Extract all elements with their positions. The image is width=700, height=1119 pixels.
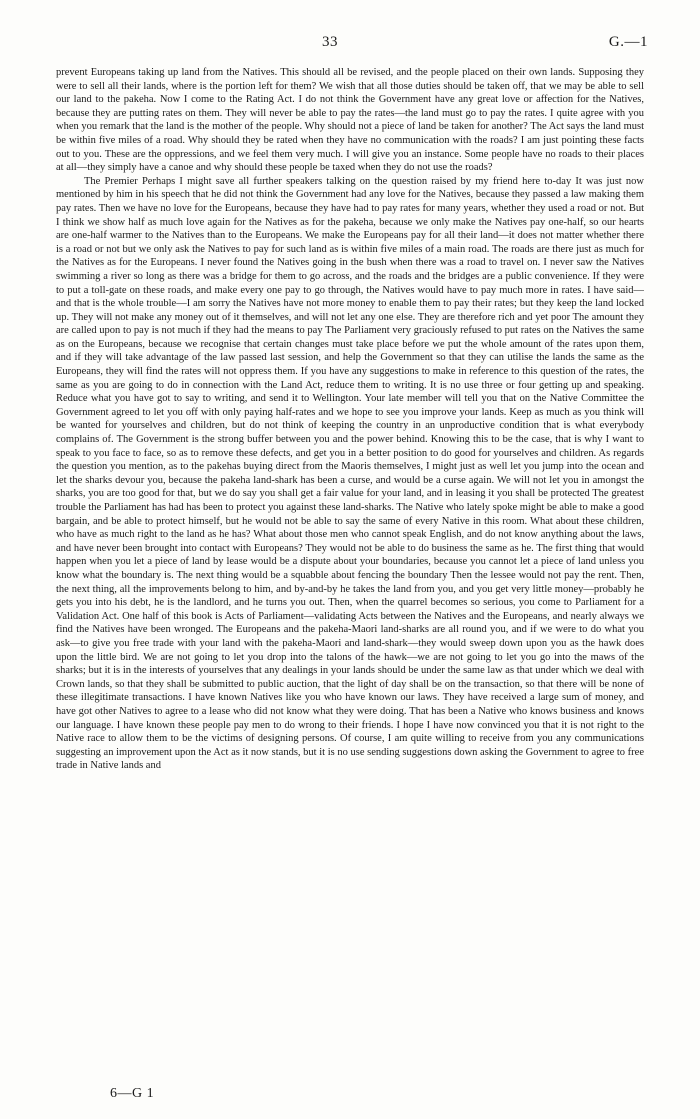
page-header — [0, 34, 700, 54]
document-code: G.—1 — [608, 34, 648, 50]
signature-mark: 6—G 1 — [110, 1086, 155, 1101]
page-number: 33 — [322, 34, 338, 50]
paragraph-continued: prevent Europeans taking up land from the Natives. This should all be revised, and the people placed on their own lands. Supposing they were to sell all their lands, where is the portion left for them? We wish that all those duties should be taken off, that we may be able to sell our land to the pakeha. Now I come to the Rating Act. I do not think the Government have any great love or affection for the Natives, because they are putting rates on them. They will never be able to pay the rates—the land must go to pay the rates. I quite agree with you when you remark that the land is the mother of the people. Why should not a piece of land be taken for another? The Act says the land must be within five miles of a road. Why should they be rated when they have no communication with the roads? I am just pointing these facts out to you. These are the oppressions, and we feel them very much. I will give you an instance. Some people have no roads to their places at all—they simply have a canoe and why should these people be taxed when they do not use the roads? — [56, 67, 644, 174]
body-text — [56, 66, 644, 1082]
paragraph-premier-reply: The Premier Perhaps I might save all further speakers talking on the question raised by my friend here to-day It was just now mentioned by him in his speech that he did not think the Government had any love for the Natives, because they passed a law making them pay rates. Then we have no love for the Europeans, because they have had to pay rates for many years, whether they used a road or not. But I think we show half as much love again for the Natives as for the pakeha, because we only make the Natives pay one-half, so our hearts are one-half warmer to the Natives than to the Europeans. We make the Europeans pay for all their land—it does not matter whether there is a road or not but we only ask the Natives to pay for such land as is within five miles of a main road. The roads are there just as much for the Natives as for the Europeans. I never found the Natives going in the bush when there was a road to travel on. I never saw the Natives swimming a river so long as there was a bridge for them to go across, and the roads and the bridges are a public convenience. If they were to put a toll-gate on these roads, and make every one pay to go through, the Natives would have to pay much more in rates. I have said—and that is the whole trouble—I am sorry the Natives have not more money to enable them to pay their rates; but they keep the land locked up. They will not make any money out of it themselves, and will not let any one else. They are therefore rich and yet poor The amount they are called upon to pay is not much if they had the means to pay The Parliament very graciously refused to put rates on the Natives the same as on the Europeans, because we recognise that certain changes must take place before we put the whole amount of the rates upon them, and if they will take advantage of the law passed last session, and help the Government so that they can utilise the lands the same as the Europeans, they will find the rates will not oppress them. If you have any suggestions to make in reference to this question of the rates, the same as you are going to do in connection with the Land Act, reduce them to writing. It is no use three or four getting up and speaking. Reduce what you have got to say to writing, and send it to Wellington. Your late member will tell you that on the Native Committee the Government agreed to let you off with only paying half-rates and we hope to see you improve your lands. Keep as much as you think will be wanted for yourselves and children, but do not think of keeping the country in an unproductive condition that is what everybody complains of. The Government is the strong buffer between you and the power behind. Knowing this to be the case, that is why I want to speak to you face to face, so as to remove these defects, and get you in a better position to do good for yourselves and children. As regards the question you mention, as to the pakehas buying direct from the Maoris themselves, I might just as well let you jump into the ocean and let the sharks devour you, because the pakeha land-shark has been a curse, and would be a curse again. We will not let you in amongst the sharks, you are too good for that, but we do say you shall get a fair value for your land, and in leasing it you shall be protected The greatest trouble the Parliament has had has been to protect you against these land-sharks. The Native who lately spoke might be able to make a good bargain, and be able to protect himself, but he would not be able to say the same of every Native in this room. What about these children, who have as much right to the land as he has? What about those men who cannot speak English, and do not know anything about the laws, and have never been brought into contact with Europeans? They would not be able to do business the same as he. The first thing that would happen when you let a piece of land by lease would be a dispute about your boundaries, because you cannot let a piece of land unless you know what the boundary is. The next thing would be a squabble about fencing the boundary Then the lessee would not pay the rent. Then, the next thing, all the improvements belong to him, and by-and-by he takes the land from you, and you get very little money—probably he gets you into his debt, he is the landlord, and he turns you out. Then, when the quarrel becomes so serious, you come to Parliament for a Validation Act. One half of this book is Acts of Parliament—validating Acts between the Natives and the Europeans, and nearly always we find the Natives have been wronged. The Europeans and the pakeha-Maori land-sharks are all round you, and if we were to do what you ask—to give you free trade with your land with the pakeha-Maori and land-shark—they would sweep down upon you as the hawk does upon the little bird. We are not going to let you drop into the talons of the hawk—we are not going to let you go into the maws of the sharks; but it is in the interests of yourselves that any dealings in your lands should be under the same law as that under which we deal with Crown lands, so that they shall be submitted to public auction, that the light of day shall be on the transaction, so that there will be none of these illegitimate transactions. I have known Natives like you who have known our laws. They have received a large sum of money, and have got other Natives to agree to a lease who did not know what they were doing. That has been a Native who knows business and knows our language. I have known these people pay men to do wrong to their friends. I hope I have now convinced you that it is not right to the Native race to allow them to be the victims of designing persons. Of course, I am quite willing to receive from you any communications suggesting an improvement upon the Act as it now stands, but it is no use sending suggestions down asking the Government to agree to free trade in Native lands and — [56, 175, 644, 772]
